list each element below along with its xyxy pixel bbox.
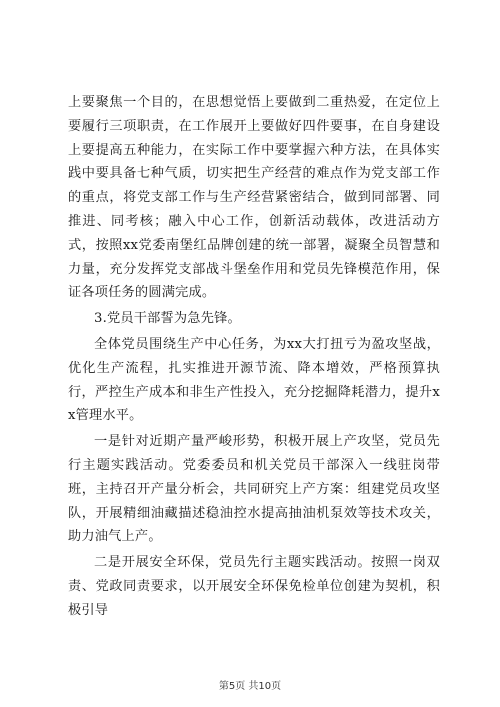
paragraph-3: 全体党员围绕生产中心任务，为xx大打扭亏为盈攻坚战，优化生产流程，扎实推进开源节流、降本增效，严格预算执行，严控生产成本和非生产性投入，充分挖掘降耗潜力，提升xx管理水平。 (68, 336, 440, 424)
page-footer: 第5页 共10页 (218, 681, 282, 692)
paragraph-4: 一是针对近期产量严峻形势，积极开展上产攻坚，党员先行主题实践活动。党委委员和机关党员干部深入一线驻岗带班，主持召开产量分析会，共同研究上产方案：组建党员攻坚队，开展精细油藏描述稳油控水提高抽油机泵效等技术攻关，助力油气上产。 (68, 434, 440, 545)
paragraph-2-heading: 3.党员干部誓为急先锋。 (94, 311, 241, 327)
paragraph-5: 二是开展安全环保，党员先行主题实践活动。按照一岗双责、党政同责要求，以开展安全环保免检单位创建为契机，积极引导 (68, 555, 440, 618)
paragraph-1: 上要聚焦一个目的，在思想觉悟上要做到二重热爱，在定位上要履行三项职责，在工作展开上要做好四件要事，在自身建设上要提高五种能力，在实际工作中要掌握六种方法，在具体实践中要具备七种气质，切实把生产经营的难点作为党支部工作的重点，将党支部工作与生产经营紧密结合，做到同部署、同推进、同考核；融入中心工作，创新活动载体，改进活动方式，按照xx党委南堡红品牌创建的统一部署，凝聚全员智慧和力量，充分发挥党支部战斗堡垒作用和党员先锋模范作用，保证各项任务的圆满完成。 (68, 95, 440, 301)
document-body (68, 91, 440, 623)
